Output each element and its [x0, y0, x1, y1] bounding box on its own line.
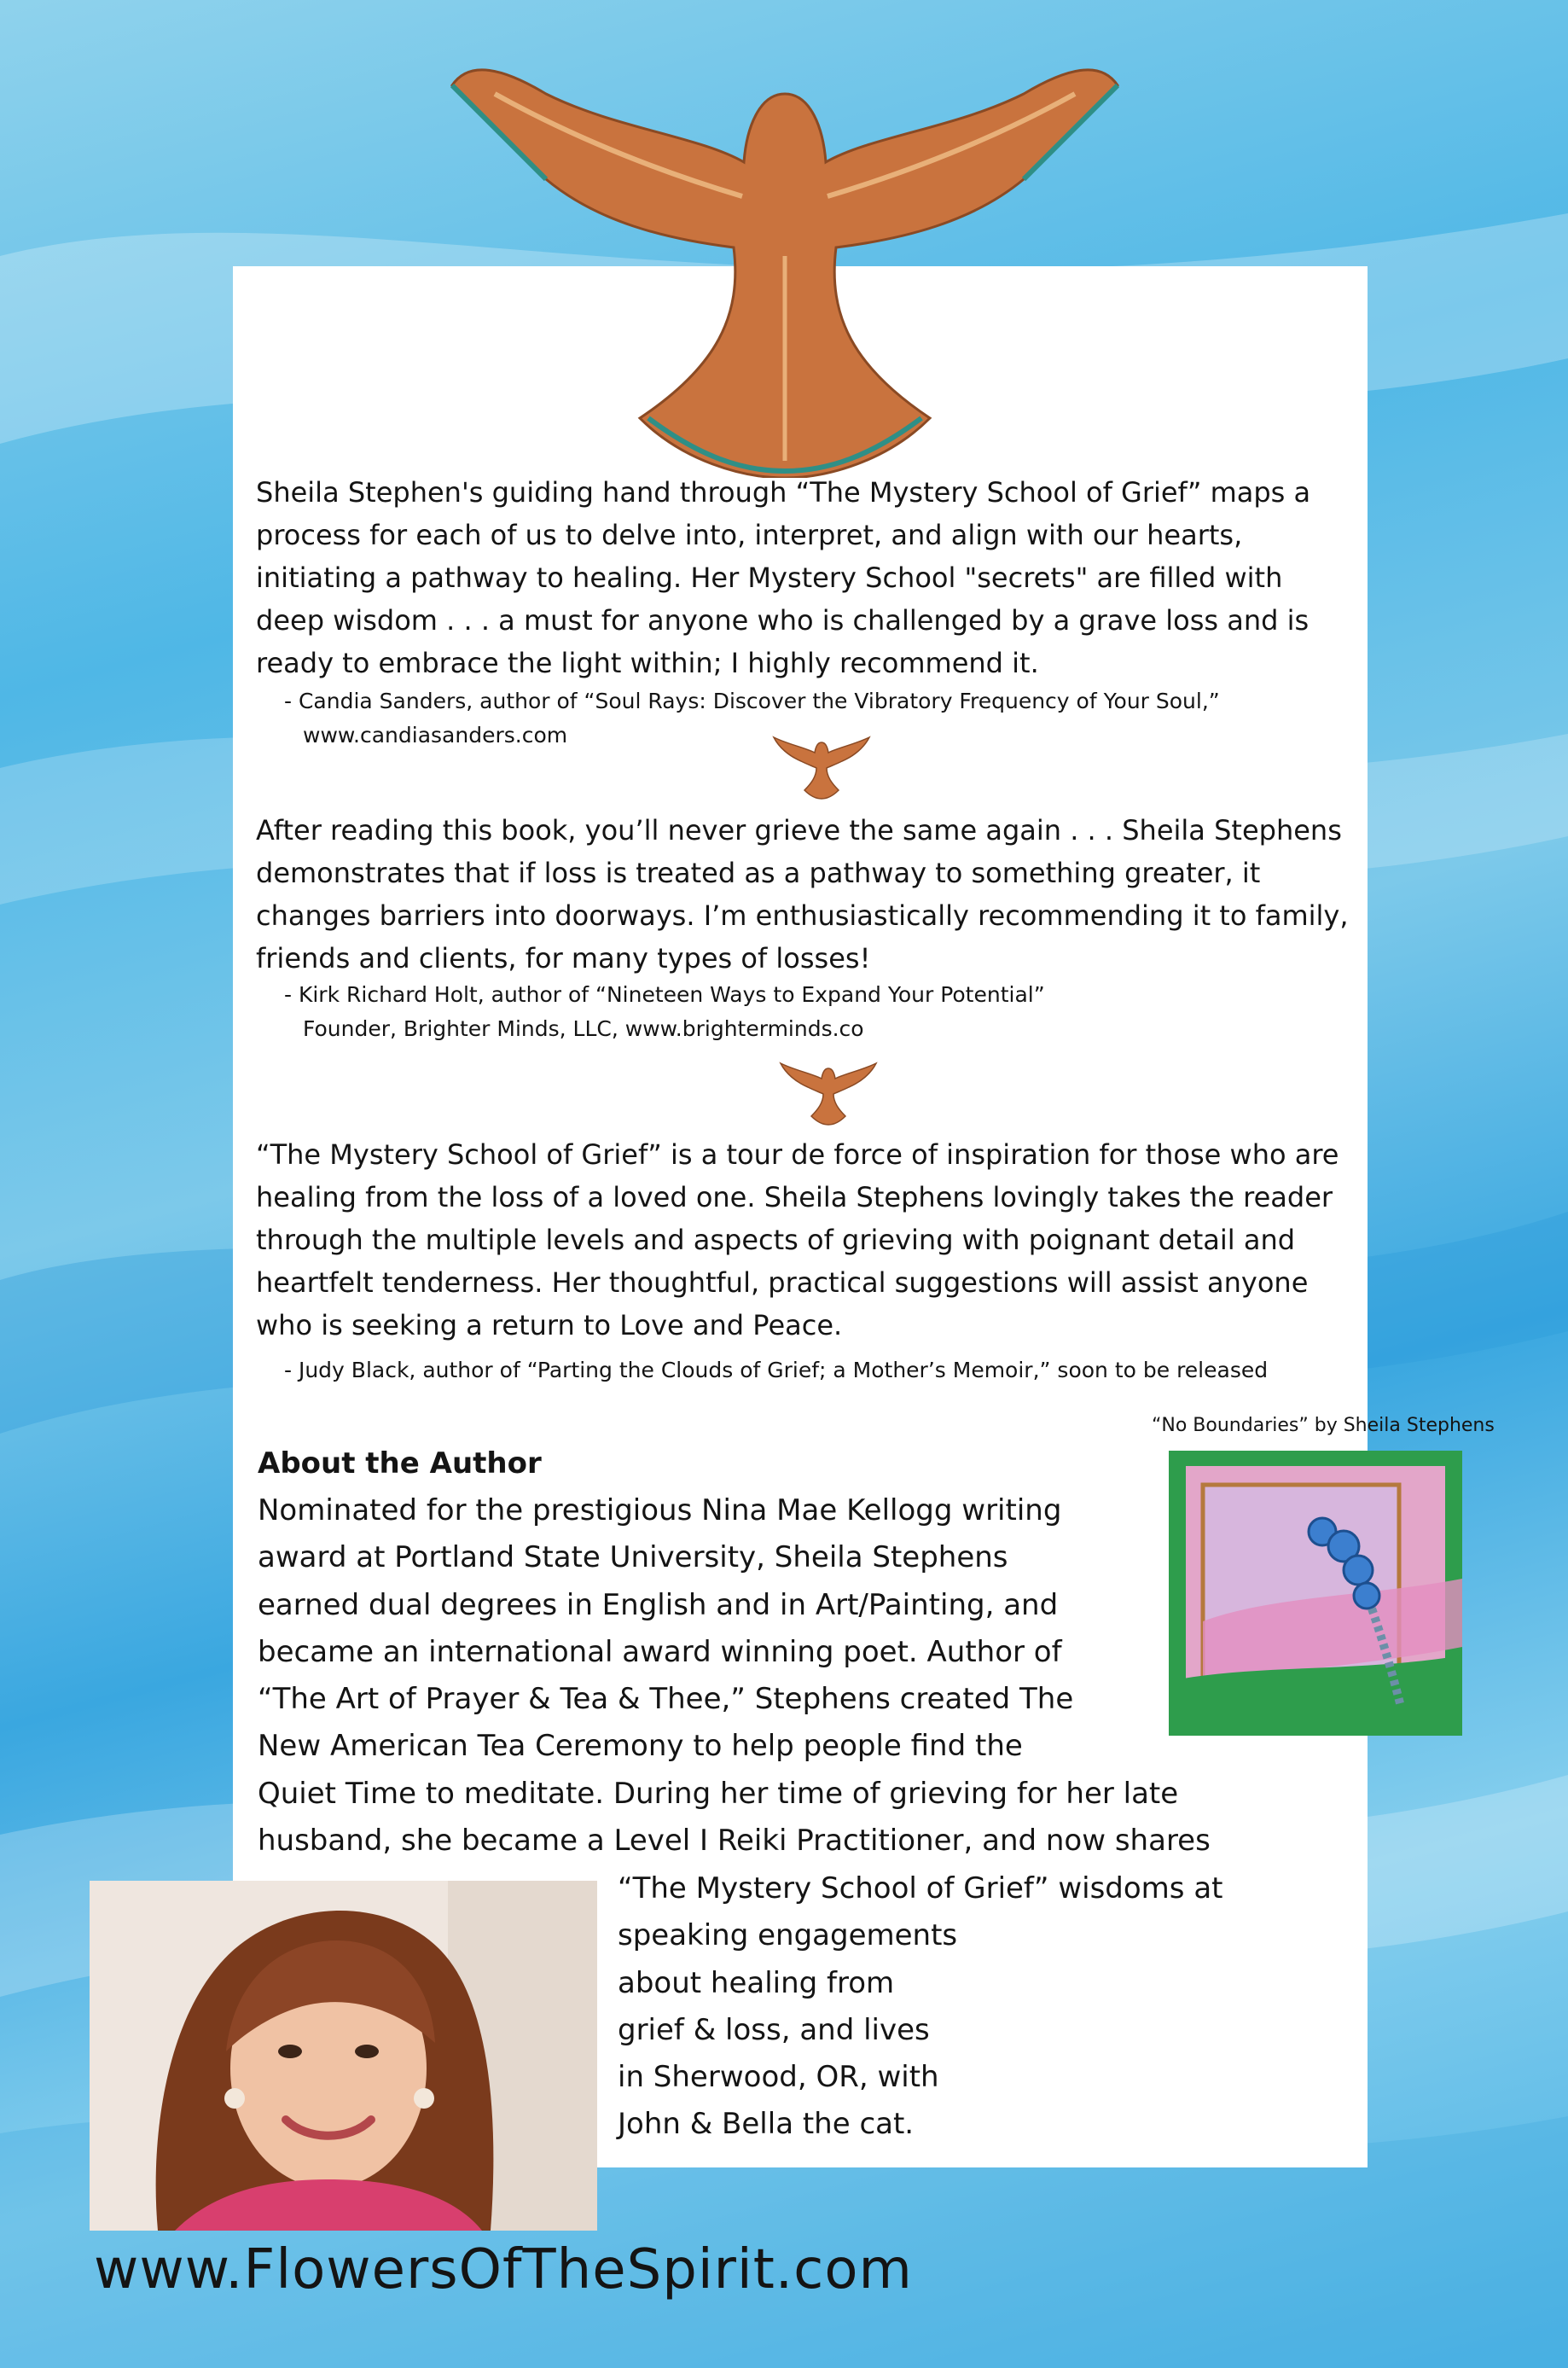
about-line: John & Bella the cat. — [618, 2107, 915, 2142]
attribution-line: - Candia Sanders, author of “Soul Rays: Discover the Vibratory Frequency of Your Soul,” — [284, 689, 1220, 713]
testimonial-attribution — [284, 1353, 1359, 1388]
author-photo — [90, 1881, 597, 2231]
attribution-line: Founder, Brighter Minds, LLC, www.brighterminds.co — [303, 1016, 864, 1041]
about-line: about healing from — [618, 1965, 895, 2000]
about-body-upper — [258, 1487, 1211, 1865]
about-line: Nominated for the prestigious Nina Mae Kellogg writing — [258, 1493, 1062, 1527]
attribution-line: www.candiasanders.com — [303, 723, 568, 748]
bird-divider-icon — [777, 1058, 880, 1126]
testimonial-text: “The Mystery School of Grief” is a tour de force of inspiration for those who are healing from the loss of a loved one. Sheila Stephens lovingly takes the reader through the multiple levels and aspects of grieving with poignant detail and heartfelt tenderness. Her thoughtful, practical suggestions will assist anyone who is seeking a return to Love and Peace. — [256, 1138, 1339, 1341]
about-line: became an international award winning poet. Author of — [258, 1634, 1062, 1669]
attribution-line: - Kirk Richard Holt, author of “Nineteen Ways to Expand Your Potential” — [284, 982, 1045, 1007]
about-line: speaking engagements — [618, 1918, 958, 1953]
about-line: earned dual degrees in English and in Art/Painting, and — [258, 1587, 1059, 1622]
dragonfly-painting — [1169, 1451, 1462, 1736]
author-portrait — [90, 1881, 597, 2231]
website-link[interactable]: www.FlowersOfTheSpirit.com — [94, 2238, 913, 2301]
bird-divider-icon — [770, 732, 873, 800]
painting-caption: “No Boundaries” by Sheila Stephens — [1152, 1415, 1495, 1436]
attribution-line: - Judy Black, author of “Parting the Clouds of Grief; a Mother’s Memoir,” soon to be released — [284, 1358, 1269, 1382]
testimonial-text: After reading this book, you’ll never grieve the same again . . . Sheila Stephens demonstrates that if loss is treated as a pathway to something greater, it changes barriers into doorways. I’m enthusiastically recommending it to family, friends and clients, for many types of losses! — [256, 814, 1349, 975]
about-title: About the Author — [258, 1446, 542, 1481]
testimonial-text: Sheila Stephen's guiding hand through “The Mystery School of Grief” maps a process for each of us to delve into, interpret, and align with our hearts, initiating a pathway to healing. Her Mystery School "secrets" are filled with deep wisdom . . . a must for anyone who is challenged by a grave loss and is ready to embrace the light within; I highly recommend it. — [256, 476, 1311, 679]
about-line: grief & loss, and lives — [618, 2012, 930, 2047]
about-line: award at Portland State University, Sheila Stephens — [258, 1540, 1008, 1575]
about-body-lower — [618, 1865, 1222, 2149]
about-line: husband, she became a Level I Reiki Practitioner, and now shares — [258, 1824, 1211, 1859]
about-line: New American Tea Ceremony to help people find the — [258, 1729, 1023, 1764]
painting-image — [1169, 1451, 1462, 1736]
about-line: “The Mystery School of Grief” wisdoms at — [618, 1871, 1223, 1905]
about-line: in Sherwood, OR, with — [618, 2060, 939, 2095]
testimonial-attribution — [284, 978, 1359, 1046]
about-line: “The Art of Prayer & Tea & Thee,” Stephens created The — [258, 1682, 1074, 1717]
about-line: Quiet Time to meditate. During her time of grieving for her late — [258, 1776, 1179, 1811]
bird-illustration-icon — [444, 34, 1126, 478]
